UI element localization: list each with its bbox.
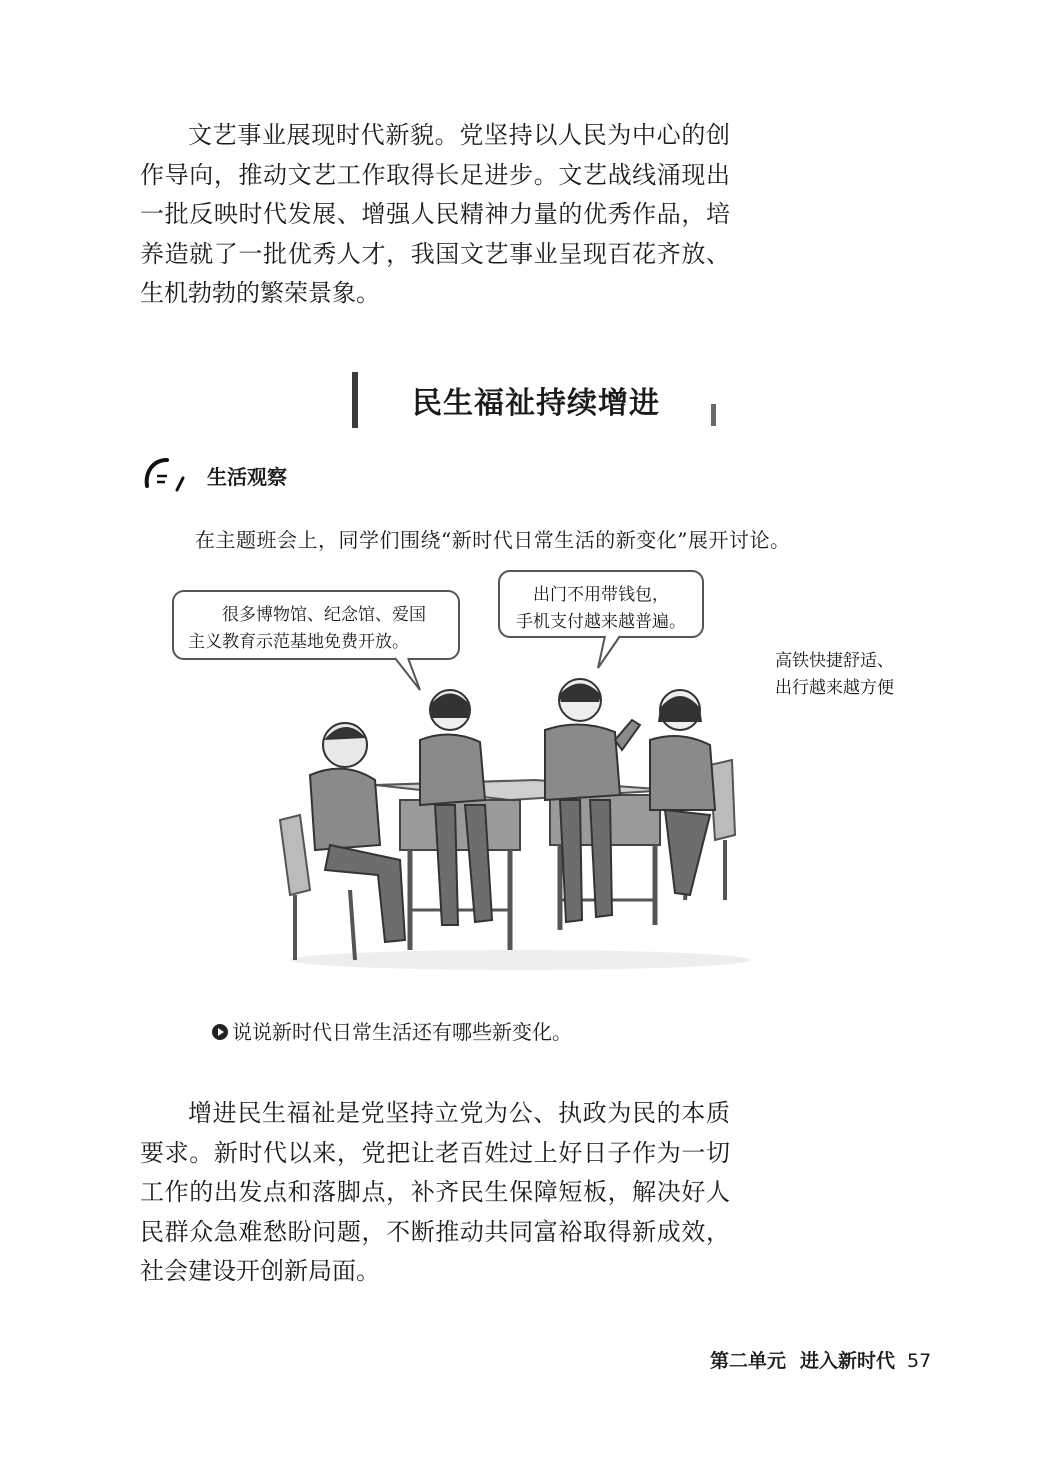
remark-line: 高铁快捷舒适、 xyxy=(775,651,894,671)
section-title xyxy=(352,372,724,428)
students-discussion-illustration xyxy=(270,660,770,980)
discussion-question xyxy=(212,1016,572,1045)
bubble-line: 很多博物馆、纪念馆、爱国 xyxy=(222,605,426,625)
speech-bubble-museums xyxy=(172,590,460,660)
page-footer xyxy=(710,1346,931,1373)
section-title-text: 民生福祉持续增进 xyxy=(412,386,660,421)
title-bar-right xyxy=(711,404,716,426)
observation-icon xyxy=(143,454,189,494)
welfare-paragraph: 增进民生福祉是党坚持立党为公、执政为民的本质要求。新时代以来，党把让老百姓过上好日子作为一切工作的出发点和落脚点，补齐民生保障短板，解决好人民群众急难愁盼问题，不断推动共同富裕取得新成效，社会建设开创新局面。 xyxy=(140,1099,730,1285)
bubble-line: 主义教育示范基地免费开放。 xyxy=(188,632,409,652)
bubble-line: 手机支付越来越普遍。 xyxy=(516,612,686,632)
title-bar-left xyxy=(352,372,358,428)
remark-line: 出行越来越方便 xyxy=(775,678,894,698)
footer-chapter: 进入新时代 xyxy=(800,1350,896,1372)
speech-bubble-mobile-pay xyxy=(498,570,704,638)
footer-unit: 第二单元 xyxy=(710,1350,787,1372)
play-icon xyxy=(212,1024,228,1040)
question-text: 说说新时代日常生活还有哪些新变化。 xyxy=(232,1020,572,1044)
observation-label: 生活观察 xyxy=(207,465,287,489)
bubble-line: 出门不用带钱包， xyxy=(533,585,669,605)
page-number: 57 xyxy=(907,1350,932,1372)
observation-intro: 在主题班会上，同学们围绕“新时代日常生活的新变化”展开讨论。 xyxy=(195,528,791,552)
arts-paragraph: 文艺事业展现时代新貌。党坚持以人民为中心的创作导向，推动文艺工作取得长足进步。文艺战线涌现出一批反映时代发展、增强人民精神力量的优秀作品，培养造就了一批优秀人才，我国文艺事业呈现百花齐放、生机勃勃的繁荣景象。 xyxy=(140,121,730,307)
